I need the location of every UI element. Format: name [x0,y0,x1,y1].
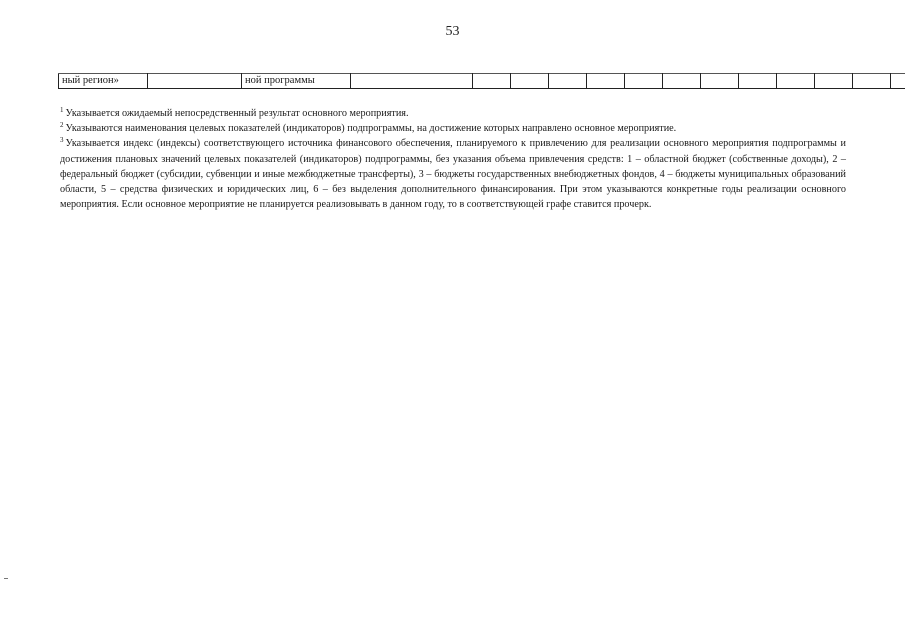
footnote-marker: 3 [60,136,64,145]
footnotes [60,106,846,212]
table-cell: ный регион» [59,74,148,89]
table-continuation-row [58,73,905,89]
table-cell [511,74,549,89]
footnote-text: Указываются наименования целевых показателей (индикаторов) подпрограммы, на достижение которых направлено основное мероприятие. [65,123,677,135]
margin-mark [4,578,8,579]
footnote-marker: 1 [60,106,64,114]
table-cell [891,74,905,89]
table-cell [815,74,853,89]
table-cell [701,74,739,89]
footnote-text: Указывается индекс (индексы) соответствующего источника финансового обеспечения, планируемого к привлечению для реализации основного мероприятия подпрограммы и достижения плановых значений целевых показателей (индикаторов) подпрограммы, без указания объема привлечения средств: 1 – областной бюджет (собственные доходы), 2 – федеральный бюджет (субсидии, субвенции и иные межбюджетные трансферты), 3 – бюджеты государственных внебюджетных фондов, 4 – бюджеты муниципальных образований области, 5 – средства физических и юридических лиц, 6 – без выделения дополнительного финансирования. При этом указываются конкретные годы реализации основного мероприятия. Если основное мероприятие не планируется реализовывать в данном году, то в соответствующей графе ставится прочерк. [60,138,846,211]
footnote-3 [60,136,846,212]
table-cell [777,74,815,89]
table-cell [853,74,891,89]
table-cell [549,74,587,89]
page-number: 53 [445,24,460,39]
table-cell [473,74,511,89]
table-cell [148,74,242,89]
footnote-2 [60,121,846,136]
table-cell [587,74,625,89]
table-cell [739,74,777,89]
table-cell [625,74,663,89]
footnote-text: Указывается ожидаемый непосредственный результат основного мероприятия. [65,108,409,119]
footnote-1 [60,106,846,121]
footnote-marker: 2 [60,121,64,130]
table-cell [663,74,701,89]
table-cell [351,74,473,89]
table-cell: ной программы [242,74,351,89]
table-row [59,74,905,89]
